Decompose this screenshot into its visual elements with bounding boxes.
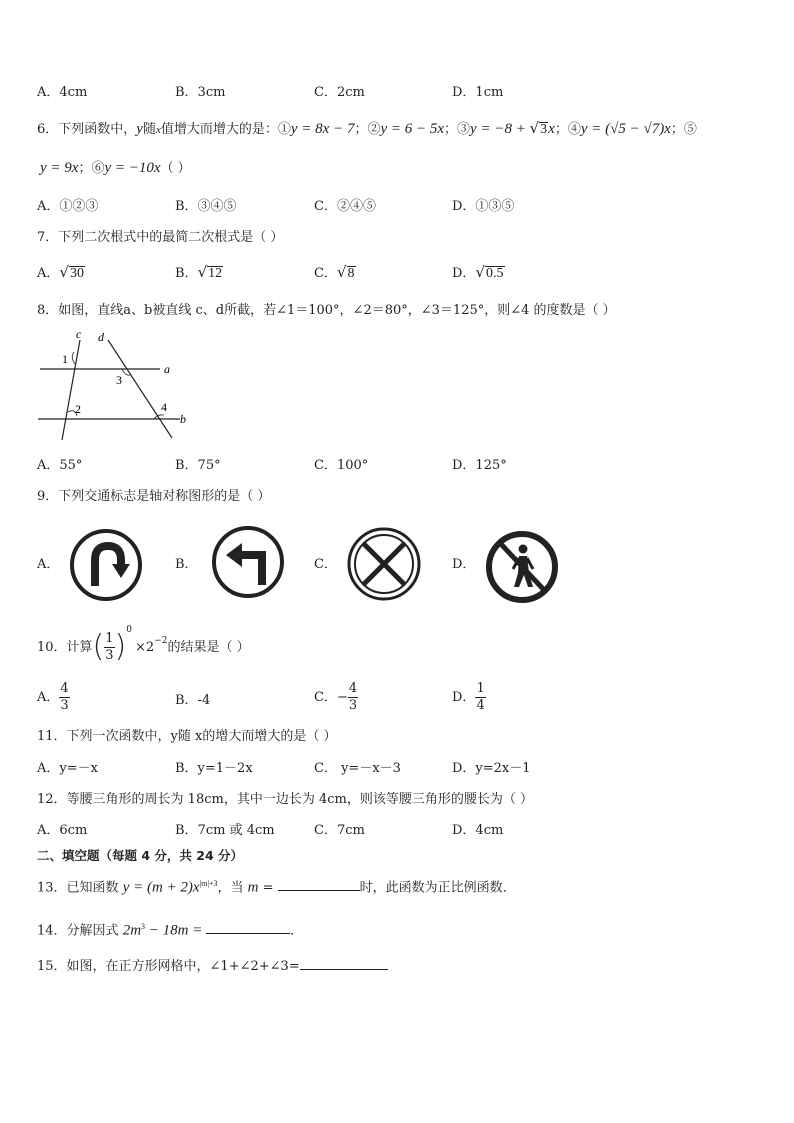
q13-f: y = (m + 2)x <box>122 879 200 896</box>
q10-times: ×2 <box>135 639 155 655</box>
q10-right-paren: ) <box>114 629 127 664</box>
q7-b-radicand: 12 <box>208 266 223 281</box>
label-2: 2 <box>75 402 81 416</box>
q10-option-c <box>314 682 358 712</box>
angle1-arc-icon <box>72 352 75 364</box>
q8-option-c: C．100° <box>314 458 369 473</box>
q7-label-c: C． <box>314 266 337 281</box>
q9-label-b: B． <box>175 557 198 572</box>
q7-c-radicand: 8 <box>347 266 355 281</box>
q6-c6: ；⑥ <box>78 161 105 176</box>
q8-option-a: A．55° <box>37 458 83 473</box>
q7-b-radical-icon: √ <box>197 263 208 281</box>
q10-option-b: B．-4 <box>175 693 211 708</box>
q6-option-b: B．③④⑤ <box>175 199 237 214</box>
q12-option-d: D．4cm <box>452 823 504 838</box>
q13-lead: 13．已知函数 <box>37 880 123 896</box>
q9-label-a: A． <box>37 557 60 572</box>
q10-c-den: 3 <box>348 697 358 713</box>
q14-stem <box>37 923 303 938</box>
label-c: c <box>76 327 82 341</box>
q13-mid: ，当 <box>217 880 248 896</box>
q14-answer-blank[interactable] <box>206 933 290 934</box>
q6-f6: y = −10x <box>104 160 161 176</box>
q10-d-frac <box>475 682 485 712</box>
q10-option-a <box>37 682 70 712</box>
label-b: b <box>180 412 186 426</box>
left-turn-sign-icon <box>210 525 286 599</box>
q10-option-d <box>452 682 486 712</box>
q12-stem: 12．等腰三角形的周长为 18cm，其中一边长为 4cm，则该等腰三角形的腰长为（ ） <box>37 792 533 807</box>
q6-y: y <box>136 121 143 137</box>
q6-f5: y = 9x <box>40 160 79 176</box>
label-a: a <box>164 362 170 376</box>
q10-num: 1 <box>105 630 114 646</box>
q10-lead: 10．计算 <box>37 639 93 655</box>
q6-f3a: y = −8 + <box>470 121 530 137</box>
q6-f4: y = (√5 − √7)x <box>580 121 671 137</box>
q6-option-d: D．①③⑤ <box>452 199 515 214</box>
q15-answer-blank[interactable] <box>300 969 388 970</box>
q10-den: 3 <box>105 647 114 663</box>
q7-a-radicand: 30 <box>69 266 84 281</box>
q10-tail: 的结果是（ ） <box>167 639 250 655</box>
q6-c2: ；② <box>354 122 381 137</box>
q13-tail: 时，此函数为正比例函数． <box>359 880 516 896</box>
q10-exp0: 0 <box>126 625 132 635</box>
q13-eq: = <box>258 880 278 896</box>
q12-option-a: A．6cm <box>37 823 88 838</box>
q6-c5: ；⑤ <box>670 122 697 137</box>
q14-f: 2m <box>122 922 142 939</box>
q7-d-radicand: 0.5 <box>486 266 504 281</box>
q6-f3r: 3 <box>540 122 548 137</box>
q6-paren: （ ） <box>160 161 191 176</box>
q7-label-b: B． <box>175 266 198 281</box>
q14-tail: ． <box>290 923 304 939</box>
q6-rest: 值增大而增大的是： <box>160 122 278 137</box>
label-3: 3 <box>116 373 122 387</box>
q14-e3: 3 <box>141 922 146 931</box>
q10-label-d: D． <box>452 689 476 705</box>
q6-f2: y = 6 − 5x <box>380 121 445 137</box>
q7-option-a <box>37 265 85 281</box>
q15-text: 15．如图，在正方形网格中，∠1+∠2+∠3= <box>37 959 300 974</box>
q10-a-frac <box>59 682 69 712</box>
label-d: d <box>98 330 104 344</box>
q6-stem-line2 <box>40 161 191 176</box>
q7-label-a: A． <box>37 266 60 281</box>
q7-a-radical-icon: √ <box>59 263 69 281</box>
q10-d-num: 1 <box>476 681 485 696</box>
q8-option-d: D．125° <box>452 458 507 473</box>
q9-label-d: D． <box>452 557 476 572</box>
q10-c-frac <box>348 682 358 712</box>
q11-option-b: B．y=1－2x <box>175 761 253 776</box>
q5-option-a: A．4cm <box>37 85 88 100</box>
q8-stem: 8．如图，直线a、b被直线 c、d所截，若∠1＝100°，∠2＝80°，∠3＝125°，则∠4 的度数是（ ） <box>37 303 616 318</box>
q10-fraction <box>104 632 114 662</box>
q10-left-paren: ( <box>92 629 105 664</box>
q6-f1: y = 8x − 7 <box>290 121 355 137</box>
q13-m: m <box>247 879 259 896</box>
q6-sui: 随 <box>142 122 156 137</box>
q6-lead: 6．下列函数中， <box>37 122 137 137</box>
q6-stem <box>37 121 697 137</box>
q7-c-radical-icon: √ <box>336 263 347 281</box>
q9-stem: 9．下列交通标志是轴对称图形的是（ ） <box>37 489 271 504</box>
q7-d-radical-icon: √ <box>475 263 485 281</box>
q7-option-b <box>175 265 223 281</box>
no-pedestrian-sign-icon <box>483 529 561 605</box>
q12-option-c: C．7cm <box>314 823 365 838</box>
q10-c-num: 4 <box>348 681 358 696</box>
q6-option-a: A．①②③ <box>37 199 99 214</box>
q7-label-d: D． <box>452 266 476 281</box>
q14-f2: − 18m = <box>145 922 207 939</box>
q10-exp: −2 <box>154 636 168 646</box>
q6-option-c: C．②④⑤ <box>314 199 376 214</box>
q6-x: x <box>155 124 161 136</box>
q11-stem: 11．下列一次函数中，y随 x的增大而增大的是（ ） <box>37 729 337 744</box>
q10-label-a: A． <box>37 689 60 705</box>
q10-a-den: 3 <box>60 697 69 713</box>
q6-c4: ；④ <box>554 122 581 137</box>
q14-lead: 14．分解因式 <box>37 923 123 939</box>
label-1: 1 <box>62 352 68 366</box>
q5-option-c: C．2cm <box>314 85 365 100</box>
q6-f3-radical-icon: √ <box>529 119 540 137</box>
q8-figure <box>30 326 200 446</box>
q13-answer-blank[interactable] <box>278 890 360 891</box>
q9-label-c: C． <box>314 557 337 572</box>
q13-exp: |m|+3 <box>199 879 218 888</box>
q13-stem <box>37 880 516 895</box>
q5-option-b: B．3cm <box>175 85 226 100</box>
q5-option-d: D．1cm <box>452 85 504 100</box>
q6-c3: ；③ <box>444 122 471 137</box>
q8-option-b: B．75° <box>175 458 221 473</box>
uturn-sign-icon <box>68 528 144 602</box>
q10-d-den: 4 <box>476 697 485 713</box>
q10-label-c: C．− <box>314 689 348 705</box>
q11-option-d: D．y=2x－1 <box>452 761 531 776</box>
q10-stem <box>37 624 250 670</box>
q6-c1: ① <box>277 122 291 137</box>
q11-option-a: A．y=－x <box>37 761 98 776</box>
line-d <box>108 340 172 438</box>
q7-option-d <box>452 265 505 281</box>
q6-f3b: x <box>548 121 555 137</box>
q11-option-c: C． y=－x－3 <box>314 761 401 776</box>
label-4: 4 <box>161 400 167 414</box>
crossing-sign-icon <box>346 526 422 602</box>
section2-title: 二、填空题（每题 4 分，共 24 分） <box>37 848 244 863</box>
q15-stem <box>37 960 388 973</box>
q12-option-b: B．7cm 或 4cm <box>175 823 275 838</box>
q10-a-num: 4 <box>60 681 69 696</box>
q7-stem: 7．下列二次根式中的最简二次根式是（ ） <box>37 230 284 245</box>
q7-option-c <box>314 265 356 281</box>
